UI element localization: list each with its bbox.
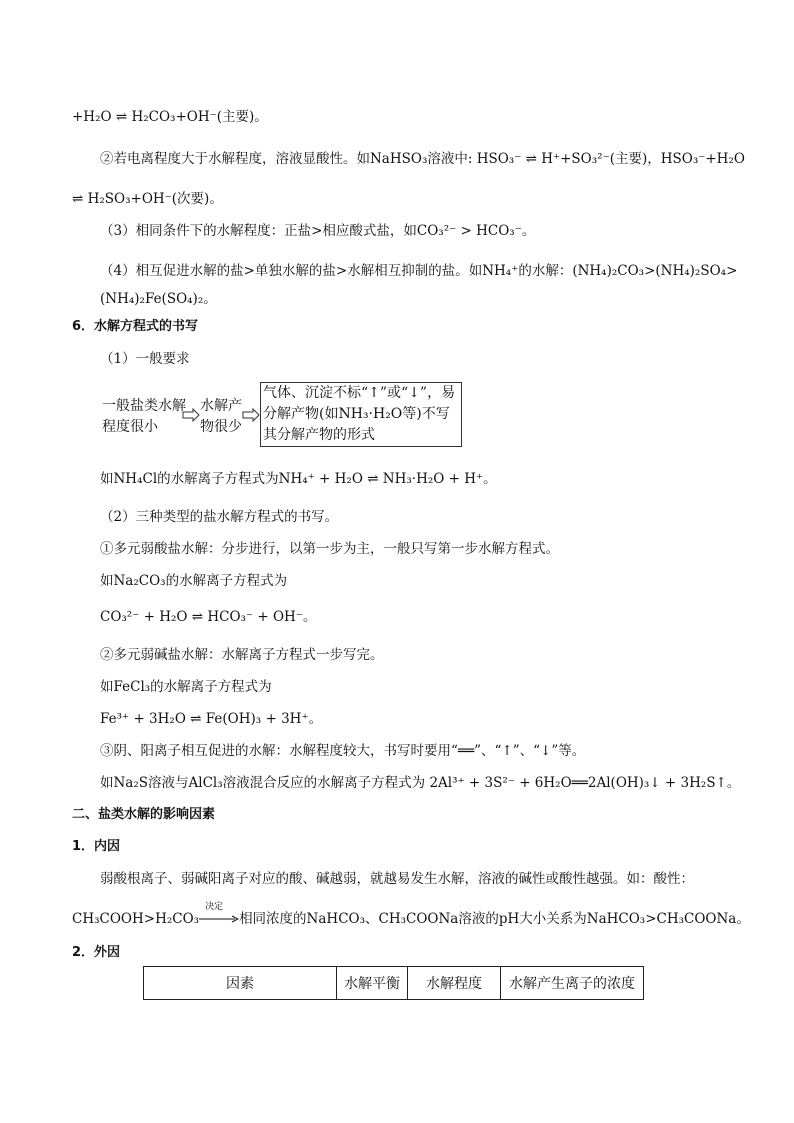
text-line: ②若电离程度大于水解程度，溶液显酸性。如NaHSO₃溶液中: HSO₃⁻ ⇌ H⁺+SO₃²⁻(主要)，HSO₃⁻+H₂O — [100, 151, 745, 167]
text-line: （2）三种类型的盐水解方程式的书写。 — [100, 509, 339, 525]
text-line — [72, 902, 750, 928]
text-line: 如NH₄Cl的水解离子方程式为NH₄⁺ + H₂O ⇌ NH₃·H₂O + H⁺。 — [100, 471, 497, 487]
text-line: ①多元弱酸盐水解：分步进行，以第一步为主，一般只写第一步水解方程式。 — [100, 541, 559, 557]
subsection-heading: 2．外因 — [72, 945, 121, 960]
determines-arrow-label: 决定 — [205, 902, 224, 912]
external-factors-table — [143, 966, 644, 1000]
text-line: 如Na₂CO₃的水解离子方程式为 — [100, 573, 288, 589]
flow-step-few-products: 水解产物很少 — [200, 398, 242, 435]
text-line: ⇌ H₂SO₃+OH⁻(次要)。 — [72, 191, 223, 207]
text-line: +H₂O ⇌ H₂CO₃+OH⁻(主要)。 — [72, 109, 268, 125]
text-line: (NH₄)₂Fe(SO₄)₂。 — [100, 291, 217, 307]
flow-rule-box: 气体、沉淀不标“↑”或“↓”，易分解产物(如NH₃·H₂O等)不写其分解产物的形式 — [260, 382, 462, 447]
ph-comparison: 相同浓度的NaHCO₃、CH₃COONa溶液的pH大小关系为NaHCO₃>CH₃COONa。 — [239, 911, 750, 927]
text-line: （1）一般要求 — [100, 351, 190, 367]
table-header-cell: 水解程度 — [408, 967, 501, 1000]
section-heading: 二、盐类水解的影响因素 — [72, 807, 216, 822]
text-line: 如Na₂S溶液与AlCl₃溶液混合反应的水解离子方程式为 2Al³⁺ + 3S²⁻ + 6H₂O══2Al(OH)₃↓ + 3H₂S↑。 — [100, 775, 741, 791]
equation-line: Fe³⁺ + 3H₂O ⇌ Fe(OH)₃ + 3H⁺。 — [100, 711, 323, 727]
right-arrow-icon — [199, 915, 239, 923]
text-line: 如FeCl₃的水解离子方程式为 — [100, 679, 272, 695]
equation-line: CO₃²⁻ + H₂O ⇌ HCO₃⁻ + OH⁻。 — [100, 609, 317, 625]
table-header-cell: 水解产生离子的浓度 — [501, 967, 644, 1000]
section-heading: 6．水解方程式的书写 — [72, 319, 199, 334]
determines-arrow — [199, 902, 239, 928]
flow-step-small-hydrolysis: 一般盐类水解程度很小 — [102, 398, 186, 435]
text-line: （4）相互促进水解的盐>单独水解的盐>水解相互抑制的盐。如NH₄⁺的水解：(NH₄)₂CO₃>(NH₄)₂SO₄> — [100, 263, 738, 279]
text-line: ③阴、阳离子相互促进的水解：水解程度较大，书写时要用“══”、“↑”、“↓”等。 — [100, 743, 586, 759]
acid-order: CH₃COOH>H₂CO₃ — [72, 911, 200, 927]
subsection-heading: 1．内因 — [72, 839, 121, 854]
text-line: 弱酸根离子、弱碱阳离子对应的酸、碱越弱，就越易发生水解，溶液的碱性或酸性越强。如：酸性： — [100, 871, 694, 887]
table-header-cell: 因素 — [144, 967, 337, 1000]
table-header-cell: 水解平衡 — [337, 967, 408, 1000]
table-header-row — [144, 967, 644, 1000]
text-line: （3）相同条件下的水解程度：正盐>相应酸式盐，如CO₃²⁻ > HCO₃⁻。 — [100, 223, 536, 239]
flow-arrow-icon — [182, 408, 200, 422]
text-line: ②多元弱碱盐水解：水解离子方程式一步写完。 — [100, 647, 384, 663]
flow-arrow-icon — [242, 408, 260, 422]
